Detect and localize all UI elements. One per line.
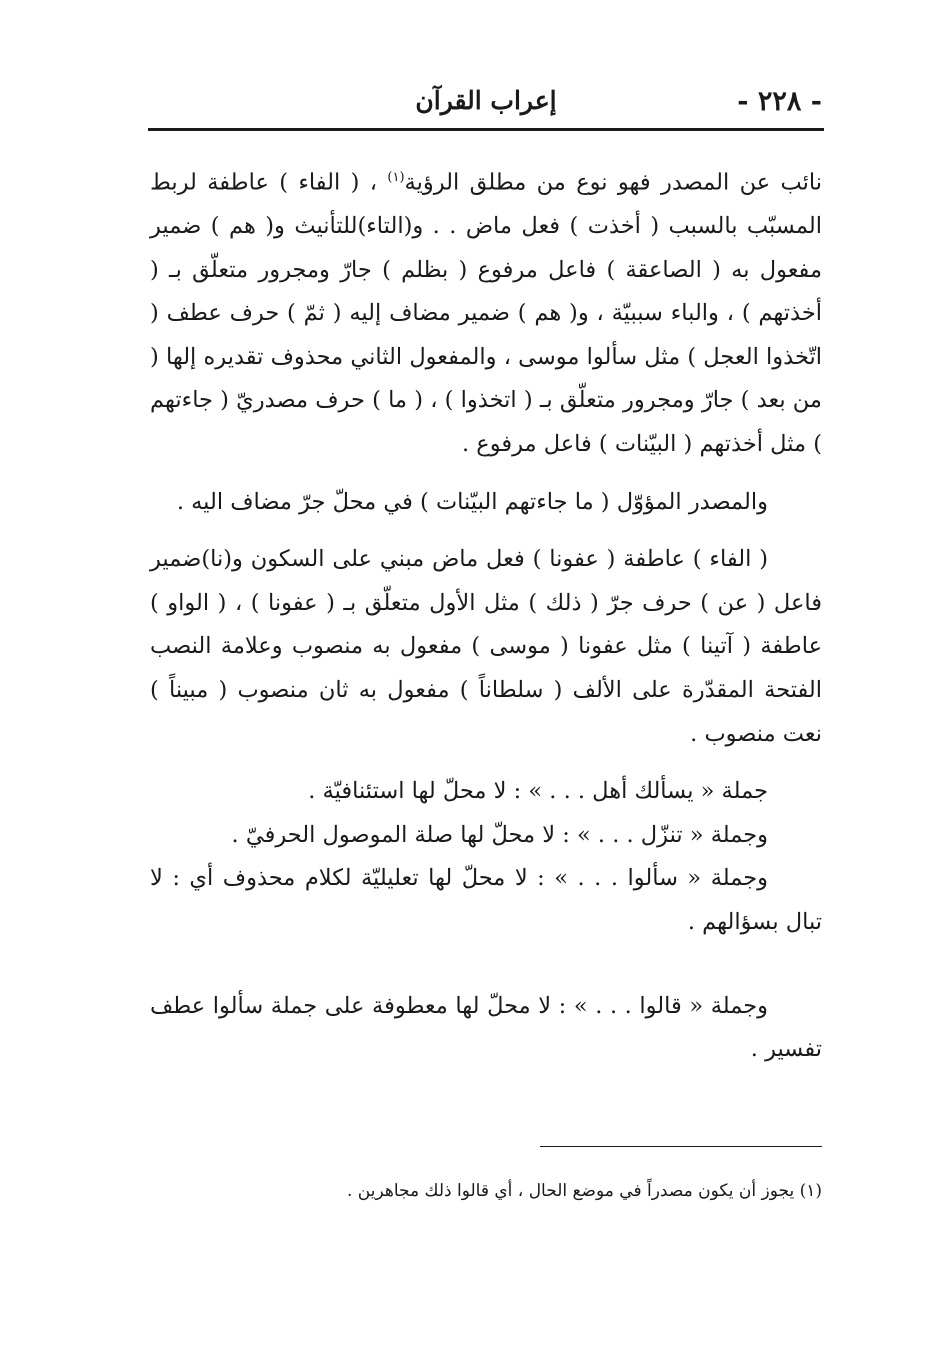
sentence-analysis-2: وجملة « تنزّل . . . » : لا محلّ لها صلة الموصول الحرفيّ . <box>231 821 768 848</box>
sentence-analysis-4: وجملة « قالوا . . . » : لا محلّ لها معطوفة على جملة سألوا عطف تفسير . <box>150 992 822 1063</box>
footnote-rule <box>540 1146 822 1147</box>
paragraph-1 <box>150 156 822 467</box>
page-number: - ٢٢٨ - <box>737 86 822 117</box>
footnote-reference: (١) <box>387 170 405 185</box>
running-title: إعراب القرآن <box>415 86 557 115</box>
paragraph-2: والمصدر المؤوّل ( ما جاءتهم البيّنات ) في محلّ جرّ مضاف اليه . <box>176 488 768 515</box>
sentence-analysis-1: جملة « يسألك أهل . . . » : لا محلّ لها استئنافيّة . <box>308 778 768 805</box>
paragraph-1-text-b: ، ( الفاء ) عاطفة لربط المسبّب بالسبب ( أخذت ) فعل ماض . . و(التاء)للتأنيث و( هم ) ضمير مفعول به ( الصاعقة ) فاعل مرفوع ( بظلم ) جارّ ومجرور متعلّق بـ ( أخذتهم ) ، والباء سببيّة ، و( هم ) ضمير مضاف إليه ( ثمّ ) حرف عطف ( اتّخذوا العجل ) مثل سألوا موسى ، والمفعول الثاني محذوف تقديره إلها ( من بعد ) جارّ ومجرور متعلّق بـ ( اتخذوا ) ، ( ما ) حرف مصدريّ ( جاءتهم ) مثل أخذتهم ( البيّنات ) فاعل مرفوع . <box>150 169 822 458</box>
paragraph-1-text-a: نائب عن المصدر فهو نوع من مطلق الرؤية <box>404 169 822 196</box>
header-rule <box>148 128 824 131</box>
footnote: (١) يجوز أن يكون مصدراً في موضع الحال ، أي قالوا ذلك مجاهرين . <box>347 1181 822 1201</box>
sentence-analysis-3: وجملة « سألوا . . . » : لا محلّ لها تعليليّة لكلام محذوف أي : لا تبال بسؤالهم . <box>150 865 822 935</box>
paragraph-3: ( الفاء ) عاطفة ( عفونا ) فعل ماض مبني على السكون و(نا)ضمير فاعل ( عن ) حرف جرّ ( ذلك ) مثل الأول متعلّق بـ ( عفونا ) ، ( الواو ) عاطفة ( آتينا ) مثل عفونا ( موسى ) مفعول به منصوب وعلامة النصب الفتحة المقدّرة على الألف ( سلطاناً ) مفعول به ثان منصوب ( مبيناً ) نعت منصوب . <box>150 546 822 747</box>
page-header <box>150 80 822 126</box>
main-text <box>150 156 822 1072</box>
